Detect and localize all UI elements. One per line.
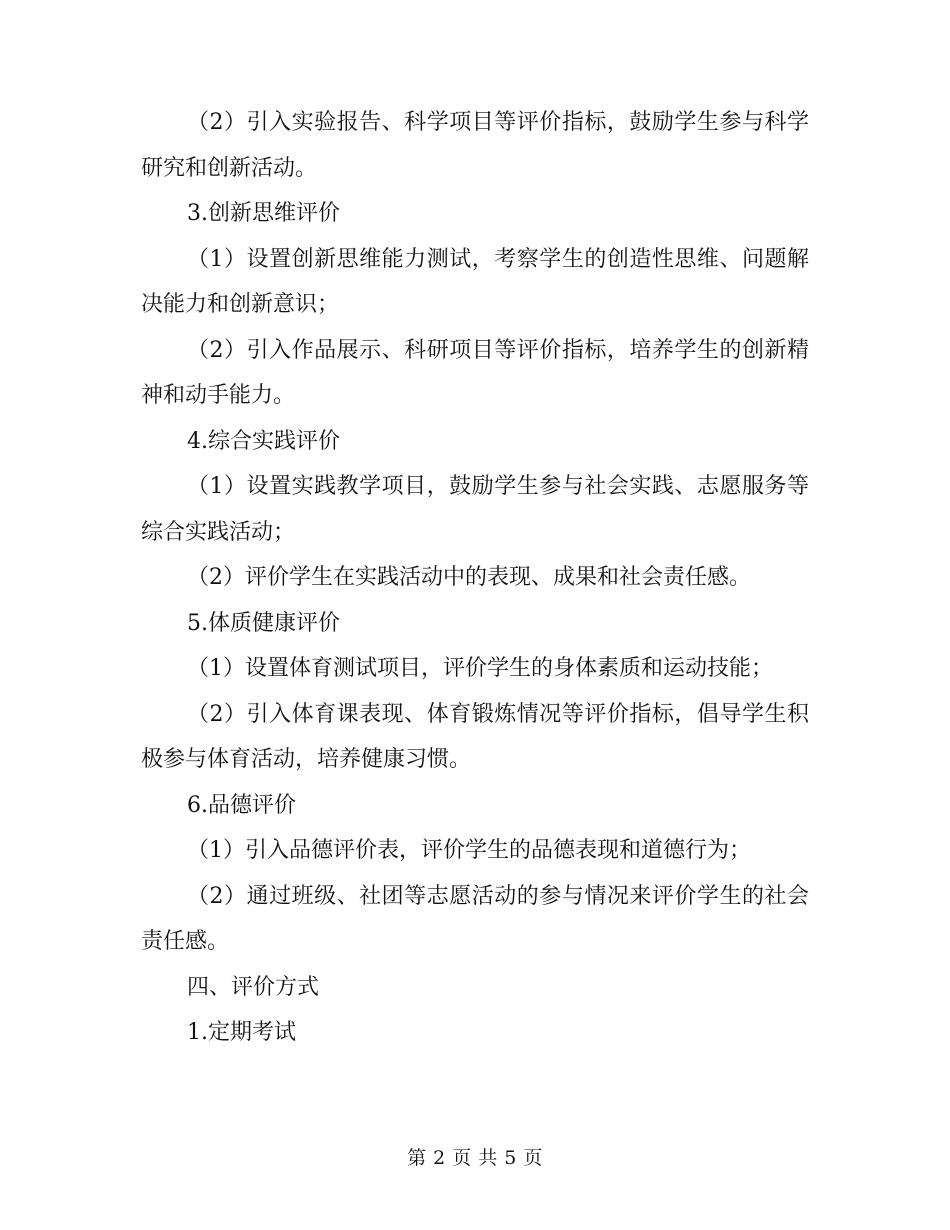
paragraph-innovation-test: （1）设置创新思维能力测试，考察学生的创造性思维、问题解决能力和创新意识； (141, 246, 809, 317)
heading-moral-evaluation: 6.品德评价 (187, 792, 296, 818)
paragraph-science-research: （2）引入实验报告、科学项目等评价指标，鼓励学生参与科学研究和创新活动。 (141, 110, 809, 181)
heading-physical-health: 5.体质健康评价 (187, 610, 340, 636)
paragraph-sports-test: （1）设置体育测试项目，评价学生的身体素质和运动技能； (187, 656, 773, 681)
paragraph-practice-performance: （2）评价学生在实践活动中的表现、成果和社会责任感。 (187, 565, 751, 590)
heading-evaluation-methods: 四、评价方式 (187, 974, 320, 1000)
page-footer (0, 1146, 950, 1170)
heading-regular-exams: 1.定期考试 (187, 1020, 296, 1045)
paragraph-social-responsibility: （2）通过班级、社团等志愿活动的参与情况来评价学生的社会责任感。 (141, 883, 809, 954)
document-body (141, 100, 809, 1056)
page-number-label: 第 2 页 共 5 页 (407, 1147, 543, 1169)
paragraph-moral-form: （1）引入品德评价表，评价学生的品德表现和道德行为； (187, 838, 751, 863)
heading-practice-evaluation: 4.综合实践评价 (187, 428, 340, 454)
paragraph-practice-projects: （1）设置实践教学项目，鼓励学生参与社会实践、志愿服务等综合实践活动； (141, 474, 809, 545)
paragraph-sports-habits: （2）引入体育课表现、体育锻炼情况等评价指标，倡导学生积极参与体育活动，培养健康习惯。 (141, 701, 809, 772)
paragraph-innovation-projects: （2）引入作品展示、科研项目等评价指标，培养学生的创新精神和动手能力。 (141, 337, 809, 408)
heading-innovation-thinking: 3.创新思维评价 (187, 201, 340, 226)
